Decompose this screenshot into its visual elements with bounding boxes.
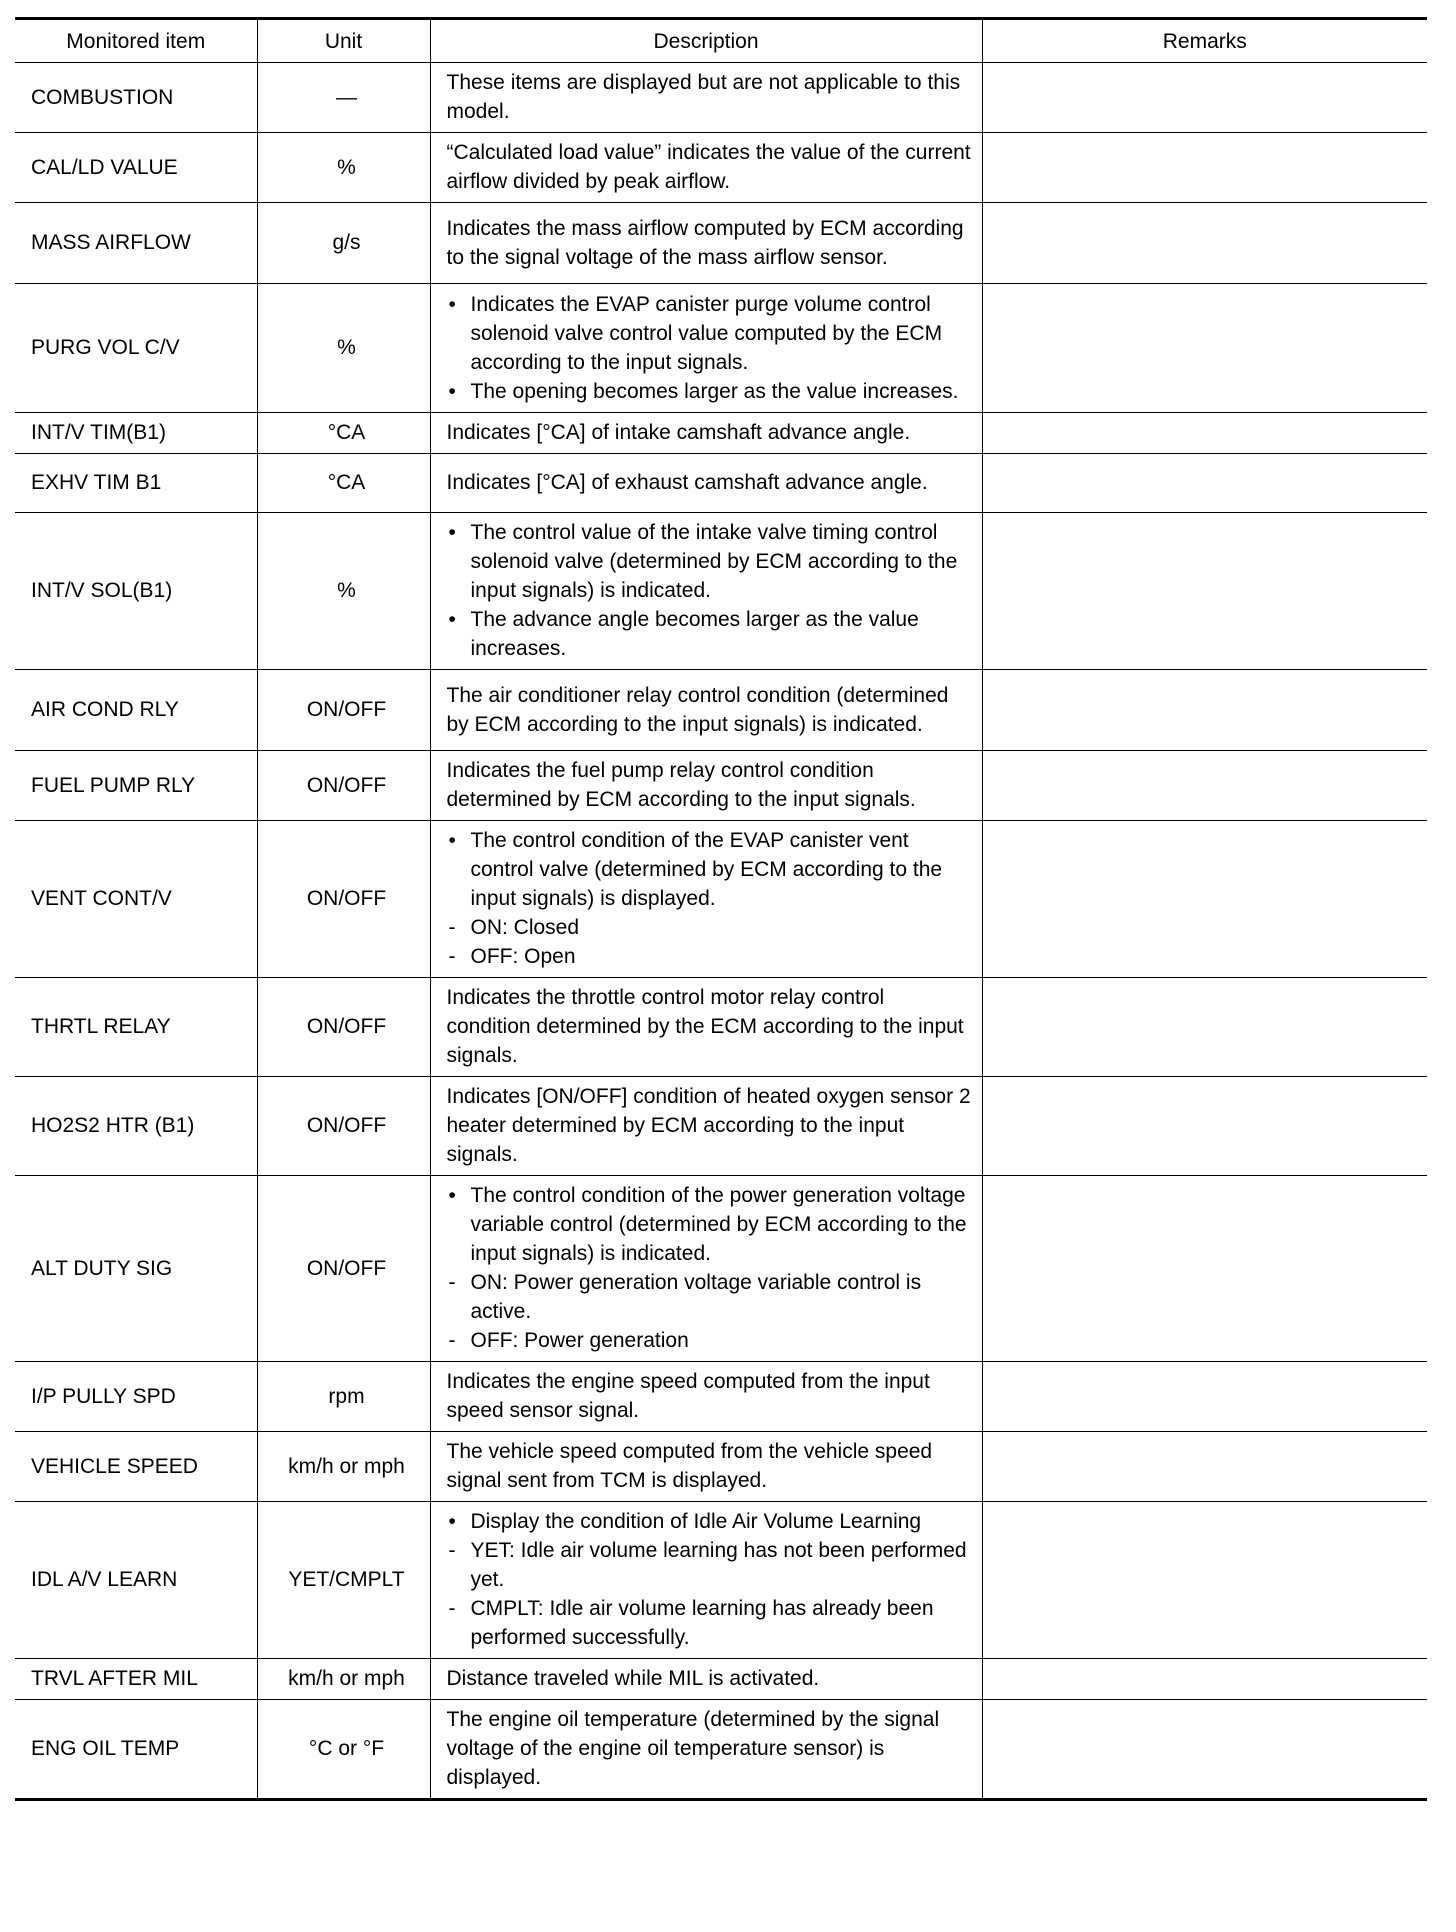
description-sub-item: - ON: Power generation voltage variable control is active. [447, 1268, 972, 1326]
table-body [15, 63, 1427, 1800]
description-bullet: • The control value of the intake valve timing control solenoid valve (determined by ECM according to the input signals) is indicated. [447, 518, 972, 605]
cell-unit: YET/CMPLT [257, 1502, 430, 1659]
description-bullet: • The opening becomes larger as the value increases. [447, 377, 972, 406]
cell-remarks [982, 1176, 1427, 1362]
description-text: These items are displayed but are not applicable to this model. [446, 71, 961, 123]
table-row [15, 454, 1427, 513]
description-text: The air conditioner relay control condition (determined by ECM according to the input signals) is indicated. [446, 683, 949, 736]
table-row [15, 1502, 1427, 1659]
cell-description [430, 1176, 982, 1362]
cell-monitored-item: EXHV TIM B1 [15, 454, 257, 513]
cell-monitored-item: INT/V SOL(B1) [15, 513, 257, 670]
cell-monitored-item: ALT DUTY SIG [15, 1176, 257, 1362]
monitored-items-table [15, 17, 1427, 1801]
header-monitored-item: Monitored item [15, 19, 257, 63]
cell-unit: % [257, 133, 430, 203]
table-row [15, 1432, 1427, 1502]
cell-unit: rpm [257, 1362, 430, 1432]
cell-remarks [982, 1700, 1427, 1800]
cell-unit: ON/OFF [257, 1077, 430, 1176]
cell-unit: ON/OFF [257, 1176, 430, 1362]
cell-unit: ON/OFF [257, 821, 430, 978]
cell-unit: ON/OFF [257, 670, 430, 751]
header-description: Description [430, 19, 982, 63]
description-text: The engine oil temperature (determined by the signal voltage of the engine oil temperature sensor) is displayed. [446, 1708, 940, 1789]
cell-monitored-item: IDL A/V LEARN [15, 1502, 257, 1659]
table-row [15, 63, 1427, 133]
cell-monitored-item: INT/V TIM(B1) [15, 413, 257, 454]
cell-unit: ON/OFF [257, 751, 430, 821]
cell-monitored-item: CAL/LD VALUE [15, 133, 257, 203]
table-row [15, 978, 1427, 1077]
cell-description [430, 1700, 982, 1800]
cell-remarks [982, 203, 1427, 284]
cell-unit: % [257, 513, 430, 670]
cell-description [430, 454, 982, 513]
table-header [15, 19, 1427, 63]
cell-unit: — [257, 63, 430, 133]
description-bullet: • The control condition of the power generation voltage variable control (determined by ECM according to the input signals) is indicated. [447, 1181, 972, 1268]
description-text: Indicates the throttle control motor relay control condition determined by the ECM according to the input signals. [446, 986, 964, 1067]
cell-unit: km/h or mph [257, 1432, 430, 1502]
cell-description [430, 1362, 982, 1432]
cell-remarks [982, 978, 1427, 1077]
table-row [15, 513, 1427, 670]
cell-monitored-item: AIR COND RLY [15, 670, 257, 751]
cell-unit: °CA [257, 413, 430, 454]
table-row [15, 203, 1427, 284]
cell-monitored-item: HO2S2 HTR (B1) [15, 1077, 257, 1176]
cell-remarks [982, 670, 1427, 751]
cell-description [430, 1502, 982, 1659]
cell-monitored-item: VENT CONT/V [15, 821, 257, 978]
header-unit: Unit [257, 19, 430, 63]
table-row [15, 1659, 1427, 1700]
cell-monitored-item: THRTL RELAY [15, 978, 257, 1077]
cell-description [430, 670, 982, 751]
cell-monitored-item: ENG OIL TEMP [15, 1700, 257, 1800]
cell-remarks [982, 284, 1427, 413]
cell-description [430, 751, 982, 821]
cell-remarks [982, 1362, 1427, 1432]
cell-monitored-item: COMBUSTION [15, 63, 257, 133]
description-text: Indicates [ON/OFF] condition of heated oxygen sensor 2 heater determined by ECM according to the input signals. [446, 1085, 971, 1166]
cell-remarks [982, 1077, 1427, 1176]
cell-description [430, 1077, 982, 1176]
table-row [15, 751, 1427, 821]
table-row [15, 1362, 1427, 1432]
cell-monitored-item: FUEL PUMP RLY [15, 751, 257, 821]
description-text: The vehicle speed computed from the vehicle speed signal sent from TCM is displayed. [446, 1440, 933, 1492]
cell-description [430, 513, 982, 670]
description-sub-item: - OFF: Power generation [447, 1326, 972, 1355]
cell-remarks [982, 454, 1427, 513]
cell-unit: °C or °F [257, 1700, 430, 1800]
table-row [15, 1077, 1427, 1176]
table-row [15, 670, 1427, 751]
header-row [15, 19, 1427, 63]
cell-monitored-item: I/P PULLY SPD [15, 1362, 257, 1432]
cell-remarks [982, 821, 1427, 978]
description-text: “Calculated load value” indicates the value of the current airflow divided by peak airflow. [446, 141, 971, 193]
cell-description [430, 284, 982, 413]
description-bullet: • The control condition of the EVAP canister vent control valve (determined by ECM according to the input signals) is displayed. [447, 826, 972, 913]
cell-remarks [982, 63, 1427, 133]
cell-remarks [982, 1659, 1427, 1700]
cell-description [430, 203, 982, 284]
cell-monitored-item: VEHICLE SPEED [15, 1432, 257, 1502]
cell-remarks [982, 1502, 1427, 1659]
cell-description [430, 133, 982, 203]
header-remarks: Remarks [982, 19, 1427, 63]
cell-monitored-item: TRVL AFTER MIL [15, 1659, 257, 1700]
description-text: Indicates [°CA] of intake camshaft advance angle. [446, 421, 911, 444]
cell-description [430, 978, 982, 1077]
cell-remarks [982, 1432, 1427, 1502]
cell-description [430, 413, 982, 454]
cell-remarks [982, 513, 1427, 670]
description-text: Indicates [°CA] of exhaust camshaft advance angle. [446, 471, 928, 494]
cell-unit: ON/OFF [257, 978, 430, 1077]
description-bullet: • Indicates the EVAP canister purge volume control solenoid valve control value computed by the ECM according to the input signals. [447, 290, 972, 377]
table-row [15, 1176, 1427, 1362]
cell-description [430, 1432, 982, 1502]
description-bullet: • Display the condition of Idle Air Volume Learning [447, 1507, 972, 1536]
description-sub-item: - ON: Closed [447, 913, 972, 942]
table-row [15, 284, 1427, 413]
cell-unit: km/h or mph [257, 1659, 430, 1700]
description-text: Indicates the engine speed computed from the input speed sensor signal. [446, 1370, 930, 1422]
cell-unit: °CA [257, 454, 430, 513]
table-row [15, 413, 1427, 454]
cell-description [430, 821, 982, 978]
cell-unit: % [257, 284, 430, 413]
cell-description [430, 1659, 982, 1700]
cell-description [430, 63, 982, 133]
cell-monitored-item: PURG VOL C/V [15, 284, 257, 413]
cell-unit: g/s [257, 203, 430, 284]
description-text: Distance traveled while MIL is activated. [446, 1667, 820, 1690]
description-text: Indicates the fuel pump relay control condition determined by ECM according to the input signals. [446, 759, 916, 811]
table-row [15, 133, 1427, 203]
cell-monitored-item: MASS AIRFLOW [15, 203, 257, 284]
table-row [15, 821, 1427, 978]
description-text: Indicates the mass airflow computed by ECM according to the signal voltage of the mass airflow sensor. [446, 216, 964, 269]
cell-remarks [982, 751, 1427, 821]
description-sub-item: - CMPLT: Idle air volume learning has already been performed successfully. [447, 1594, 972, 1652]
description-sub-item: - OFF: Open [447, 942, 972, 971]
cell-remarks [982, 413, 1427, 454]
description-sub-item: - YET: Idle air volume learning has not been performed yet. [447, 1536, 972, 1594]
description-bullet: • The advance angle becomes larger as the value increases. [447, 605, 972, 663]
cell-remarks [982, 133, 1427, 203]
table-row [15, 1700, 1427, 1800]
